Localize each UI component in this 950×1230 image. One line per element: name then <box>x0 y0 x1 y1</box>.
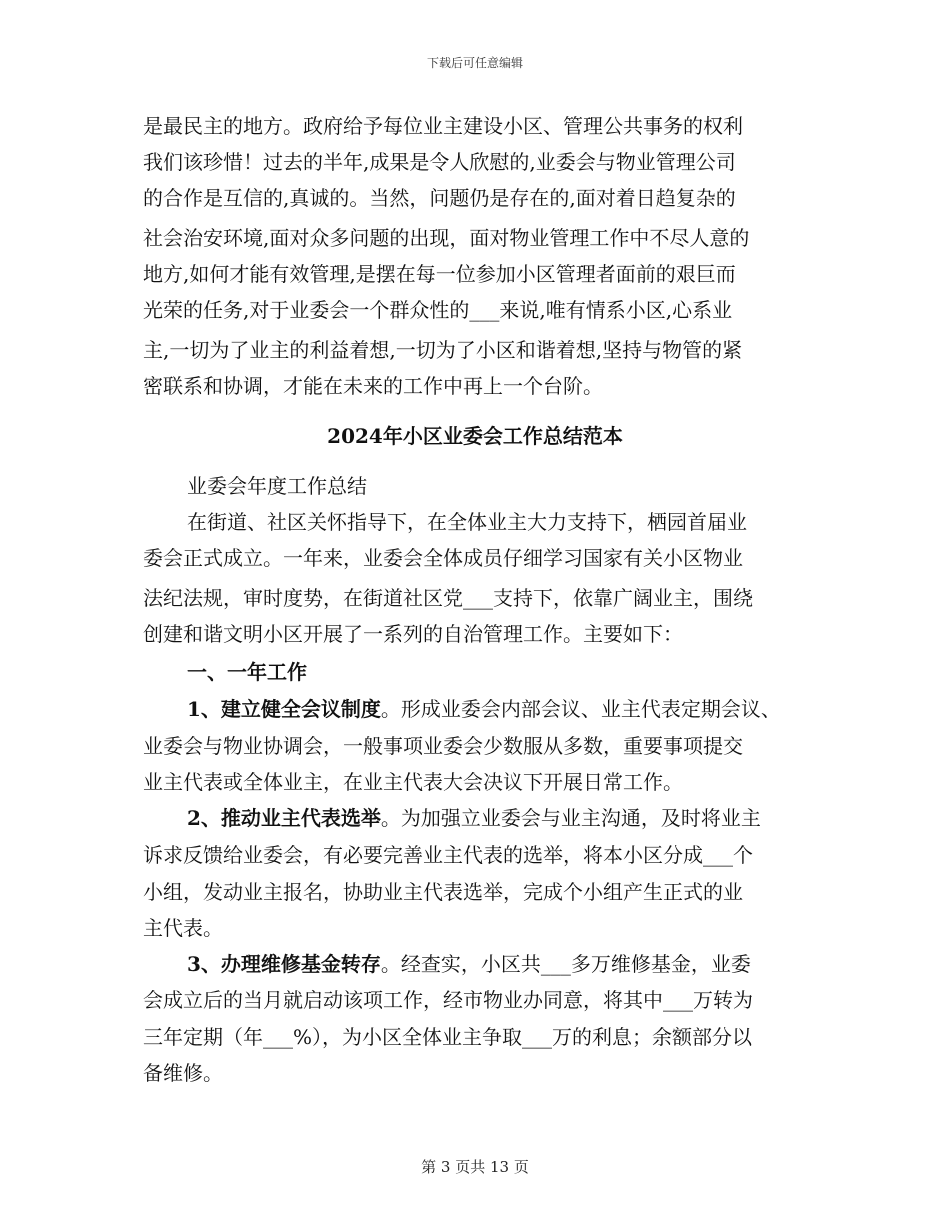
item-2-heading: 2、推动业主代表选举 <box>187 806 381 830</box>
intro-line: 社会治安环境,面对众多问题的出现，面对物业管理工作中不尽人意的 <box>143 226 750 250</box>
intro-line: 是最民主的地方。政府给予每位业主建设小区、管理公共事务的权利 <box>143 114 743 138</box>
item-2-text: 。为加强立业委会与业主沟通，及时将业主 <box>380 806 761 830</box>
item-1-line: 业委会与物业协调会，一般事项业委会少数服从多数，重要事项提交 <box>143 734 743 758</box>
item-2-line: 诉求反馈给业委会，有必要完善业主代表的选举，将本小区分成___个 <box>143 843 753 867</box>
document-title: 2024年小区业委会工作总结范本 <box>327 424 623 448</box>
page-footer: 第 3 页共 13 页 <box>421 1158 529 1176</box>
item-3-text: 。经查实，小区共___多万维修基金，业委 <box>380 952 751 976</box>
paragraph-line: 创建和谐文明小区开展了一系列的自治管理工作。主要如下： <box>143 622 683 646</box>
item-2-line: 主代表。 <box>143 916 223 940</box>
item-2-line: 小组，发动业主报名，协助业主代表选举，完成个小组产生正式的业 <box>143 880 743 904</box>
intro-line: 主,一切为了业主的利益着想,一切为了小区和谐着想,坚持与物管的紧 <box>143 338 743 362</box>
item-1-line <box>187 697 781 721</box>
paragraph-line: 在街道、社区关怀指导下，在全体业主大力支持下，栖园首届业 <box>187 510 747 534</box>
item-1-text: 。形成业委会内部会议、业主代表定期会议、 <box>380 697 781 721</box>
intro-line: 的合作是互信的,真诚的。当然，问题仍是存在的,面对着日趋复杂的 <box>143 186 736 210</box>
subtitle: 业委会年度工作总结 <box>187 474 367 498</box>
item-3-line <box>187 952 751 976</box>
intro-line: 我们该珍惜！过去的半年,成果是令人欣慰的,业委会与物业管理公司 <box>143 150 736 174</box>
item-2-line <box>187 806 761 830</box>
item-1-line: 业主代表或全体业主，在业主代表大会决议下开展日常工作。 <box>143 770 683 794</box>
paragraph-line: 委会正式成立。一年来，业委会全体成员仔细学习国家有关小区物业 <box>143 546 743 570</box>
item-3-heading: 3、办理维修基金转存 <box>187 952 381 976</box>
item-3-line: 三年定期（年___%），为小区全体业主争取___万的利息；余额部分以 <box>143 1025 753 1049</box>
page-header: 下载后可任意编辑 <box>426 56 523 70</box>
intro-line: 地方,如何才能有效管理,是摆在每一位参加小区管理者面前的艰巨而 <box>143 262 736 286</box>
item-3-line: 备维修。 <box>143 1061 223 1085</box>
intro-line: 光荣的任务,对于业委会一个群众性的___来说,唯有情系小区,心系业 <box>143 298 733 322</box>
intro-line: 密联系和协调，才能在未来的工作中再上一个台阶。 <box>143 374 603 398</box>
item-3-line: 会成立后的当月就启动该项工作，经市物业办同意，将其中___万转为 <box>143 988 753 1012</box>
section-heading: 一、一年工作 <box>187 660 307 684</box>
paragraph-line: 法纪法规，审时度势，在街道社区党___支持下，依靠广阔业主，围绕 <box>143 586 753 610</box>
item-1-heading: 1、建立健全会议制度 <box>187 697 381 721</box>
